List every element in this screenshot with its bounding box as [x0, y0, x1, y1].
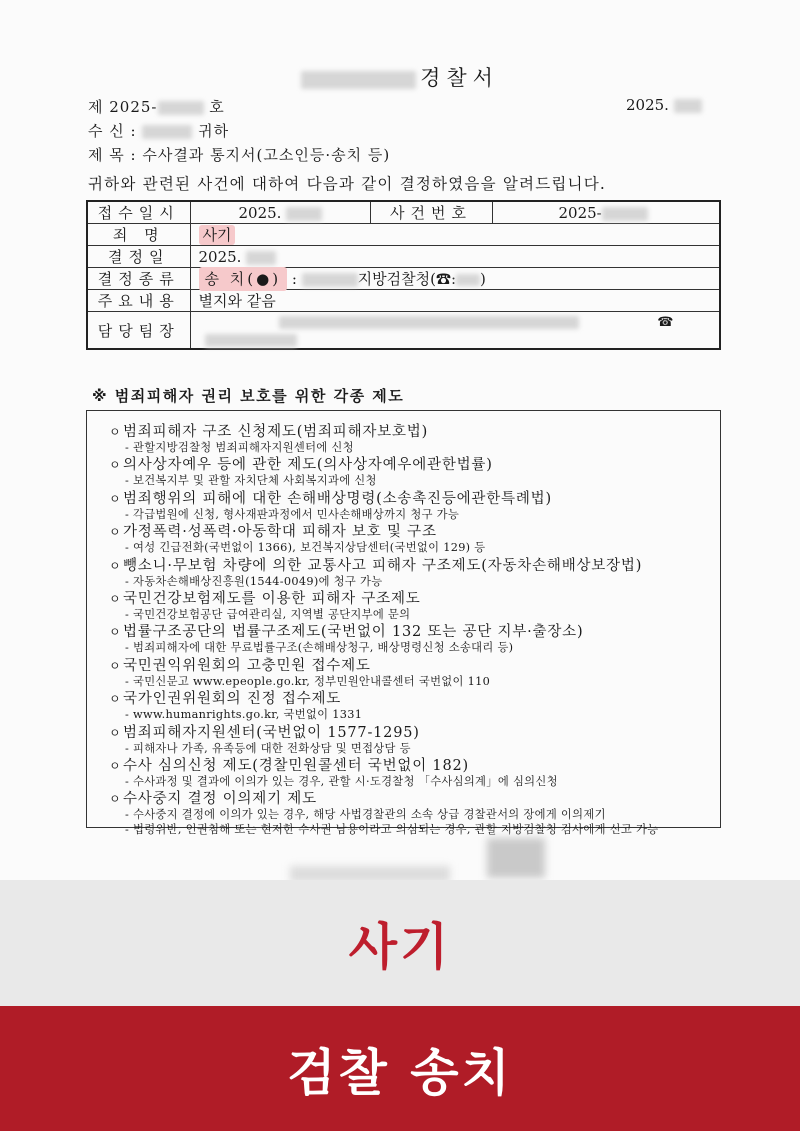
program-title [109, 557, 720, 575]
redacted-recipient [142, 125, 192, 139]
document-title [0, 62, 800, 92]
program-description: - 보건복지부 및 관할 자치단체 사회복지과에 신청 [125, 474, 377, 488]
redacted-case-number [602, 207, 648, 221]
redacted-seal [487, 838, 545, 878]
decision-type-cell [190, 268, 720, 290]
program-item [109, 523, 720, 555]
programs-box [86, 410, 721, 836]
program-item [109, 690, 720, 722]
officer-label: 담당팀장 [87, 312, 190, 350]
program-item [109, 456, 720, 488]
table-row [87, 224, 720, 246]
redacted-number [158, 101, 204, 115]
bullet-icon: ㅇ [109, 692, 122, 707]
bullet-icon: ㅇ [109, 458, 122, 473]
program-item [109, 657, 720, 689]
bullet-icon: ㅇ [109, 491, 122, 506]
program-title [109, 724, 720, 742]
number-prefix: 제 2025- [88, 98, 158, 116]
program-title-text: 범죄피해자 구조 신청제도(범죄피해자보호법) [123, 424, 429, 440]
program-title-text: 법률구조공단의 법률구조제도(국번없이 132 또는 공단 지부·출장소) [123, 624, 584, 641]
program-item [109, 757, 720, 789]
program-item [109, 590, 720, 622]
program-description: - 국민건강보험공단 급여관리실, 지역별 공단지부에 문의 [125, 608, 411, 622]
program-description: - 각급법원에 신청, 형사재판과정에서 민사손해배상까지 청구 가능 [125, 507, 460, 521]
table-row [87, 201, 720, 224]
program-item [109, 490, 720, 522]
decision-date-label: 결정일 [87, 246, 190, 268]
document-date [626, 96, 702, 114]
program-title [109, 456, 720, 474]
program-title-text: 수사중지 결정 이의제기 제도 [123, 791, 317, 808]
table-row [87, 246, 720, 268]
prosecutor-office-close: ) [480, 270, 486, 288]
redacted-station-name [301, 71, 416, 89]
intro-text: 귀하와 관련된 사건에 대하여 다음과 같이 결정하였음을 알려드립니다. [88, 175, 607, 193]
document-subject: 제 목 : 수사결과 통지서(고소인등·송치 등) [88, 146, 391, 164]
received-value: 2025. [190, 201, 370, 224]
prosecutor-office: 지방검찰청(☎: [357, 270, 457, 288]
decision-type-label: 결정종류 [87, 268, 190, 290]
program-description: - 관할지방검찰청 범죄피해자지원센터에 신청 [125, 441, 354, 454]
program-title-text: 범죄행위의 피해에 대한 손해배상명령(소송촉진등에관한특례법) [123, 490, 552, 507]
program-description: - 국민신문고 www.epeople.go.kr, 정부민원안내콜센터 국번없이 110 [125, 674, 491, 688]
decision-type-value: 송 치(●) [199, 267, 288, 291]
received-label: 접수일시 [87, 201, 190, 224]
bullet-icon: ㅇ [109, 759, 122, 774]
phone-icon: ☎ [657, 315, 674, 330]
redacted-decision-date [246, 251, 276, 265]
redacted-officer-phone [205, 334, 297, 347]
program-title-text: 범죄피해자지원센터(국번없이 1577-1295) [123, 724, 420, 741]
number-suffix: 호 [209, 98, 225, 116]
document-number [88, 96, 225, 117]
table-row [87, 268, 720, 290]
program-title [109, 523, 720, 541]
bullet-icon: ㅇ [109, 625, 122, 640]
crime-value: 사기 [199, 225, 236, 245]
program-description: - 수사중지 결정에 이의가 있는 경우, 해당 사법경찰관의 소속 상급 경찰관서의 장에게 이의제기 [125, 808, 606, 822]
program-description: - 여성 긴급전화(국번없이 1366), 보건복지상담센터(국번없이 129) 등 [125, 541, 486, 555]
case-number-label: 사건번호 [370, 201, 492, 224]
program-item [109, 623, 720, 655]
main-content-label: 주요내용 [87, 290, 190, 312]
program-title-text: 국민권익위원회의 고충민원 접수제도 [123, 657, 371, 674]
program-description: - 수사과정 및 결과에 이의가 있는 경우, 관할 시·도경찰청 「수사심의계」에 심의신청 [125, 775, 558, 789]
program-title [109, 657, 720, 675]
recipient [88, 120, 229, 141]
redacted-prosecutor-phone [456, 274, 480, 286]
program-item [109, 790, 720, 837]
program-description: - www.humanrights.go.kr, 국번없이 1331 [125, 708, 363, 722]
program-title [109, 790, 720, 808]
decision-colon: : [291, 270, 297, 288]
bullet-icon: ㅇ [109, 725, 122, 740]
program-item [109, 557, 720, 589]
main-content-value: 별지와 같음 [190, 290, 720, 312]
program-item [109, 724, 720, 756]
program-title [109, 590, 720, 608]
program-title-text: 의사상자예우 등에 관한 제도(의사상자예우에관한법률) [123, 457, 493, 474]
program-title-text: 뺑소니·무보험 차량에 의한 교통사고 피해자 구조제도(자동차손해배상보장법) [123, 557, 643, 574]
recipient-suffix: 귀하 [198, 122, 230, 140]
program-item [109, 423, 720, 455]
program-title-text: 가정폭력·성폭력·아동학대 피해자 보호 및 구조 [123, 524, 437, 541]
bullet-icon: ㅇ [109, 792, 122, 807]
banner-crime-text: 사기 [348, 918, 452, 976]
bullet-icon: ㅇ [109, 558, 122, 573]
banner-crime [0, 880, 800, 1006]
redacted-date [674, 99, 702, 113]
bullet-icon: ㅇ [109, 525, 122, 540]
program-description: - 법령위반, 인권침해 또는 현저한 수사권 남용이라고 의심되는 경우, 관할 지방검찰청 검사에게 신고 가능 [125, 822, 659, 836]
program-title-text: 국가인권위원회의 진정 접수제도 [123, 691, 342, 708]
bullet-icon: ㅇ [109, 425, 122, 439]
program-title [109, 623, 720, 641]
program-description: - 자동차손해배상진흥원(1544-0049)에 청구 가능 [125, 574, 383, 588]
program-title [109, 423, 720, 441]
title-suffix: 경찰서 [420, 66, 499, 90]
program-description: - 범죄피해자에 대한 무료법률구조(손해배상청구, 배상명령신청 소송대리 등) [125, 641, 514, 655]
redacted-officer [279, 316, 579, 329]
table-row [87, 312, 720, 350]
redacted-received [286, 207, 322, 221]
section-title: ※ 범죄피해자 권리 보호를 위한 각종 제도 [92, 387, 405, 405]
redacted-prosecutor-region [302, 273, 358, 287]
table-row [87, 290, 720, 312]
officer-value [190, 312, 720, 350]
program-title [109, 757, 720, 775]
banner-result [0, 1006, 800, 1131]
program-title-text: 수사 심의신청 제도(경찰민원콜센터 국번없이 182) [123, 758, 469, 775]
bullet-icon: ㅇ [109, 592, 122, 607]
program-title-text: 국민건강보험제도를 이용한 피해자 구조제도 [123, 591, 421, 608]
case-number-value: 2025- [492, 201, 720, 224]
crime-value-cell [190, 224, 720, 246]
date-prefix: 2025. [626, 96, 669, 114]
bullet-icon: ㅇ [109, 658, 122, 673]
program-list [109, 423, 720, 837]
recipient-prefix: 수 신 : [88, 122, 137, 140]
program-description: - 피해자나 가족, 유족등에 대한 전화상담 및 면접상담 등 [125, 741, 411, 755]
program-title [109, 690, 720, 708]
program-title [109, 490, 720, 508]
banner-result-text: 검찰 송치 [287, 1043, 513, 1102]
result-table [86, 200, 721, 350]
crime-label: 죄 명 [87, 224, 190, 246]
decision-date-value: 2025. [190, 246, 720, 268]
